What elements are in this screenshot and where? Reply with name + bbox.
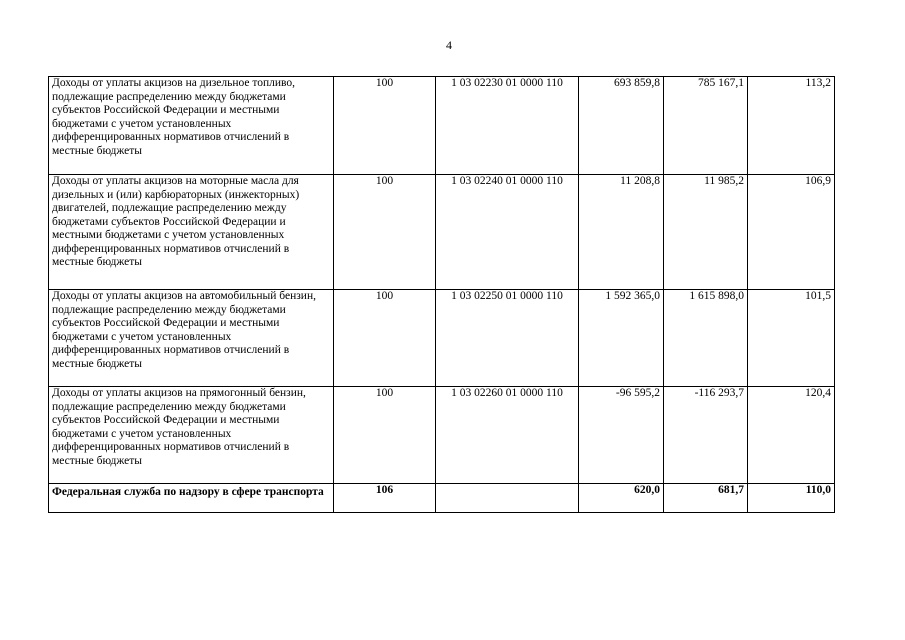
admin-code-cell: 100 [334,175,436,290]
total-row [49,484,835,513]
plan-cell: 11 208,8 [579,175,664,290]
percent-cell: 110,0 [748,484,835,513]
actual-cell: -116 293,7 [664,387,748,484]
plan-cell: -96 595,2 [579,387,664,484]
actual-cell: 785 167,1 [664,77,748,175]
budget-table [48,76,835,513]
page-number: 4 [446,38,452,52]
row-description: Доходы от уплаты акцизов на дизельное топливо, подлежащие распределению между бюджетами субъектов Российской Федерации и местными бюджетами с учетом установленных дифференцированных нормативов отчислений в местные бюджеты [49,77,334,175]
row-description: Доходы от уплаты акцизов на автомобильный бензин, подлежащие распределению между бюджетами субъектов Российской Федерации и местными бюджетами с учетом установленных дифференцированных нормативов отчислений в местные бюджеты [49,290,334,387]
actual-cell: 681,7 [664,484,748,513]
table-row [49,77,835,175]
bk-code-cell [436,484,579,513]
row-description: Доходы от уплаты акцизов на моторные масла для дизельных и (или) карбюраторных (инжекторных) двигателей, подлежащие распределению между бюджетами субъектов Российской Федерации и местными бюджетами с учетом установленных дифференцированных нормативов отчислений в местные бюджеты [49,175,334,290]
bk-code-cell: 1 03 02260 01 0000 110 [436,387,579,484]
table-row [49,175,835,290]
table-row [49,290,835,387]
admin-code-cell: 100 [334,387,436,484]
percent-cell: 106,9 [748,175,835,290]
actual-cell: 1 615 898,0 [664,290,748,387]
bk-code-cell: 1 03 02240 01 0000 110 [436,175,579,290]
bk-code-cell: 1 03 02250 01 0000 110 [436,290,579,387]
percent-cell: 120,4 [748,387,835,484]
admin-code-cell: 106 [334,484,436,513]
bk-code-cell: 1 03 02230 01 0000 110 [436,77,579,175]
plan-cell: 620,0 [579,484,664,513]
row-description: Доходы от уплаты акцизов на прямогонный бензин, подлежащие распределению между бюджетами субъектов Российской Федерации и местными бюджетами с учетом установленных дифференцированных нормативов отчислений в местные бюджеты [49,387,334,484]
total-description: Федеральная служба по надзору в сфере транспорта [49,484,334,513]
admin-code-cell: 100 [334,77,436,175]
table-row [49,387,835,484]
plan-cell: 1 592 365,0 [579,290,664,387]
admin-code-cell: 100 [334,290,436,387]
actual-cell: 11 985,2 [664,175,748,290]
percent-cell: 113,2 [748,77,835,175]
plan-cell: 693 859,8 [579,77,664,175]
percent-cell: 101,5 [748,290,835,387]
